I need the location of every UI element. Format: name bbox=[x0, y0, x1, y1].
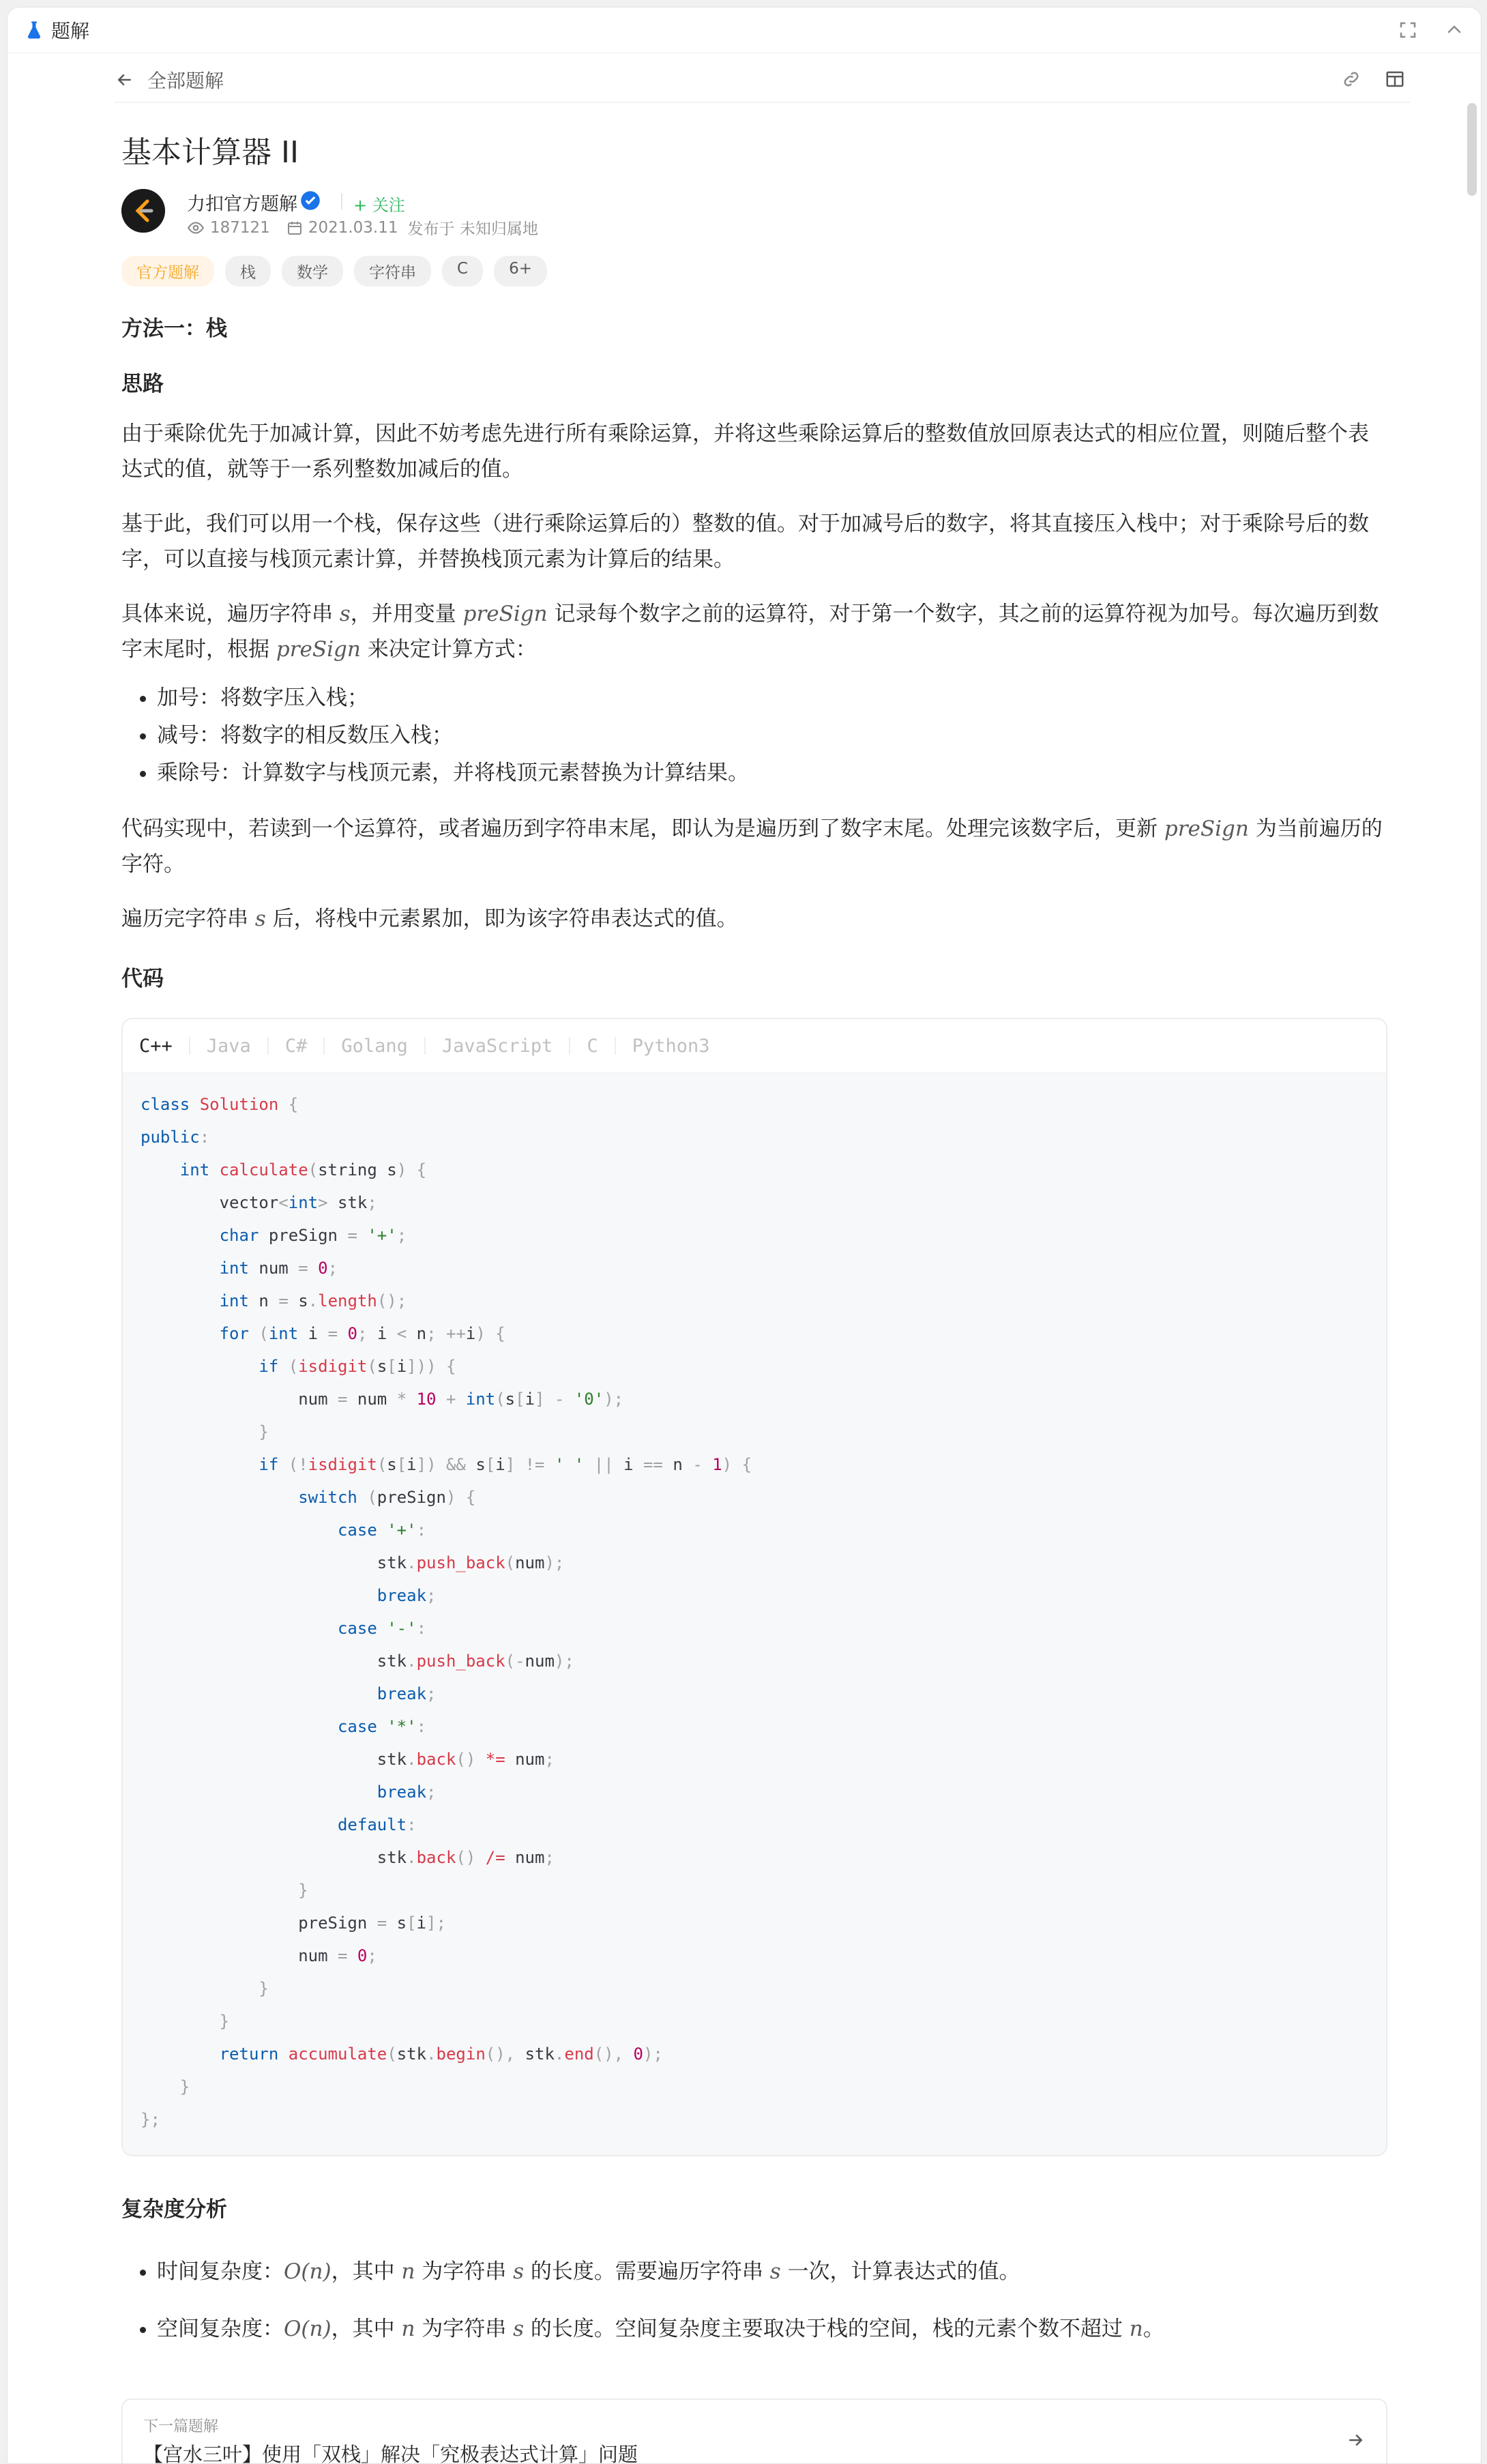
math-presign: preSign bbox=[276, 637, 361, 662]
tab-python3[interactable]: Python3 bbox=[632, 1035, 710, 1057]
divider bbox=[341, 193, 342, 209]
tag-string[interactable]: 字符串 bbox=[354, 256, 431, 287]
paragraph-1: 由于乘除优先于加减计算，因此不妨考虑先进行所有乘除运算，并将这些乘除运算后的整数值放回原表达式的相应位置，则随后整个表达式的值，就等于一系列整数加减后的值。 bbox=[121, 422, 1369, 482]
math-s: s bbox=[339, 602, 351, 626]
panel-header bbox=[8, 8, 1481, 53]
language-tabs bbox=[123, 1019, 1386, 1073]
code-content[interactable]: class Solution { public: int calculate(string s) { vector<int> stk; char preSign = '+'; int num = 0; int n = s.length(); for (int i = 0; i < n; ++i) { if (isdigit(s[i])) { num = num * 10 + int(s[i] - '0'); } if (!isdigit(s[i]) && s[i] != ' ' || i == n - 1) { switch (preSign) { case '+': stk.push_back(num); break; case '-': stk.push_back(-num); break; case '*': stk.back() *= num; break; default: stk.back() /= num; } preSign = s[i]; num = 0; } } return accumulate(stk.begin(), stk.end(), 0); } }; bbox=[123, 1073, 1386, 2155]
tab-c[interactable]: C bbox=[587, 1035, 598, 1057]
complexity-heading: 复杂度分析 bbox=[121, 2197, 227, 2222]
tab-javascript[interactable]: JavaScript bbox=[441, 1035, 553, 1057]
math-presign: preSign bbox=[462, 602, 548, 626]
math-presign: preSign bbox=[1164, 817, 1249, 841]
nav-row bbox=[115, 58, 1411, 103]
tab-cpp[interactable]: C++ bbox=[139, 1035, 173, 1057]
publish-location: 发布于 未知归属地 bbox=[407, 220, 538, 238]
complexity-list bbox=[121, 2243, 1387, 2358]
eye-icon bbox=[187, 219, 205, 237]
verified-icon bbox=[300, 190, 321, 211]
next-solution-card[interactable] bbox=[121, 2399, 1387, 2464]
list-item: • 加号：将数字压入栈； bbox=[157, 679, 1387, 717]
layout-icon[interactable] bbox=[1385, 69, 1405, 89]
link-icon[interactable] bbox=[1341, 69, 1361, 89]
scrollbar[interactable] bbox=[1467, 103, 1477, 196]
tag-list bbox=[121, 256, 1387, 287]
list-item: • 空间复杂度：O(n)，其中 n 为字符串 s 的长度。空间复杂度主要取决于栈的空间，栈的元素个数不超过 n。 bbox=[157, 2300, 1387, 2358]
all-solutions-link[interactable]: 全部题解 bbox=[147, 70, 224, 92]
solution-panel bbox=[7, 7, 1482, 2464]
paragraph-3: 具体来说，遍历字符串 s，并用变量 preSign 记录每个数字之前的运算符，对于第一个数字，其之前的运算符视为加号。每次遍历到数字末尾时，根据 preSign 来决定计算方式： bbox=[121, 602, 1379, 662]
author-name[interactable]: 力扣官方题解 bbox=[187, 194, 297, 215]
tag-math[interactable]: 数学 bbox=[282, 256, 343, 287]
list-item: • 减号：将数字的相反数压入栈； bbox=[157, 717, 1387, 754]
tab-csharp[interactable]: C# bbox=[284, 1035, 308, 1057]
view-count: 187121 bbox=[210, 218, 270, 237]
maximize-icon[interactable] bbox=[1398, 20, 1418, 40]
tag-stack[interactable]: 栈 bbox=[225, 256, 271, 287]
tag-official[interactable]: 官方题解 bbox=[121, 256, 214, 287]
idea-heading: 思路 bbox=[121, 372, 164, 396]
method-heading: 方法一：栈 bbox=[121, 317, 227, 341]
panel-title: 题解 bbox=[51, 20, 90, 42]
article bbox=[115, 128, 1387, 2464]
paragraph-4: 代码实现中，若读到一个运算符，或者遍历到字符串末尾，即认为是遍历到了数字末尾。处理完该数字后，更新 preSign 为当前遍历的字符。 bbox=[121, 817, 1383, 877]
list-item: • 时间复杂度：O(n)，其中 n 为字符串 s 的长度。需要遍历字符串 s 一次，计算表达式的值。 bbox=[157, 2243, 1387, 2300]
follow-button[interactable]: + 关注 bbox=[353, 196, 405, 215]
article-meta bbox=[187, 216, 548, 239]
tab-golang[interactable]: Golang bbox=[341, 1035, 408, 1057]
collapse-icon[interactable] bbox=[1444, 20, 1464, 40]
arrow-right-icon[interactable] bbox=[1345, 2430, 1366, 2450]
publish-date: 2021.03.11 bbox=[308, 218, 398, 237]
next-title[interactable]: 【宫水三叶】使用「双栈」解决「究极表达式计算」问题 bbox=[143, 2443, 638, 2464]
tag-c[interactable]: C bbox=[442, 256, 483, 287]
page-title: 基本计算器 II bbox=[121, 135, 299, 170]
next-label: 下一篇题解 bbox=[143, 2418, 219, 2435]
paragraph-5: 遍历完字符串 s 后，将栈中元素累加，即为该字符串表达式的值。 bbox=[121, 907, 738, 931]
tag-more[interactable]: 6+ bbox=[494, 256, 547, 287]
math-s: s bbox=[254, 907, 266, 931]
avatar[interactable] bbox=[121, 189, 165, 233]
flask-icon bbox=[24, 20, 44, 40]
code-heading: 代码 bbox=[121, 967, 164, 991]
author-row bbox=[121, 186, 1387, 238]
rules-list bbox=[121, 679, 1387, 792]
paragraph-2: 基于此，我们可以用一个栈，保存这些（进行乘除运算后的）整数的值。对于加减号后的数字，将其直接压入栈中；对于乘除号后的数字，可以直接与栈顶元素计算，并替换栈顶元素为计算后的结果。 bbox=[121, 512, 1369, 572]
list-item: • 乘除号：计算数字与栈顶元素，并将栈顶元素替换为计算结果。 bbox=[157, 754, 1387, 792]
calendar-icon bbox=[286, 220, 303, 236]
tab-java[interactable]: Java bbox=[206, 1035, 251, 1057]
back-arrow-icon[interactable] bbox=[115, 70, 135, 90]
code-block bbox=[121, 1018, 1387, 2156]
